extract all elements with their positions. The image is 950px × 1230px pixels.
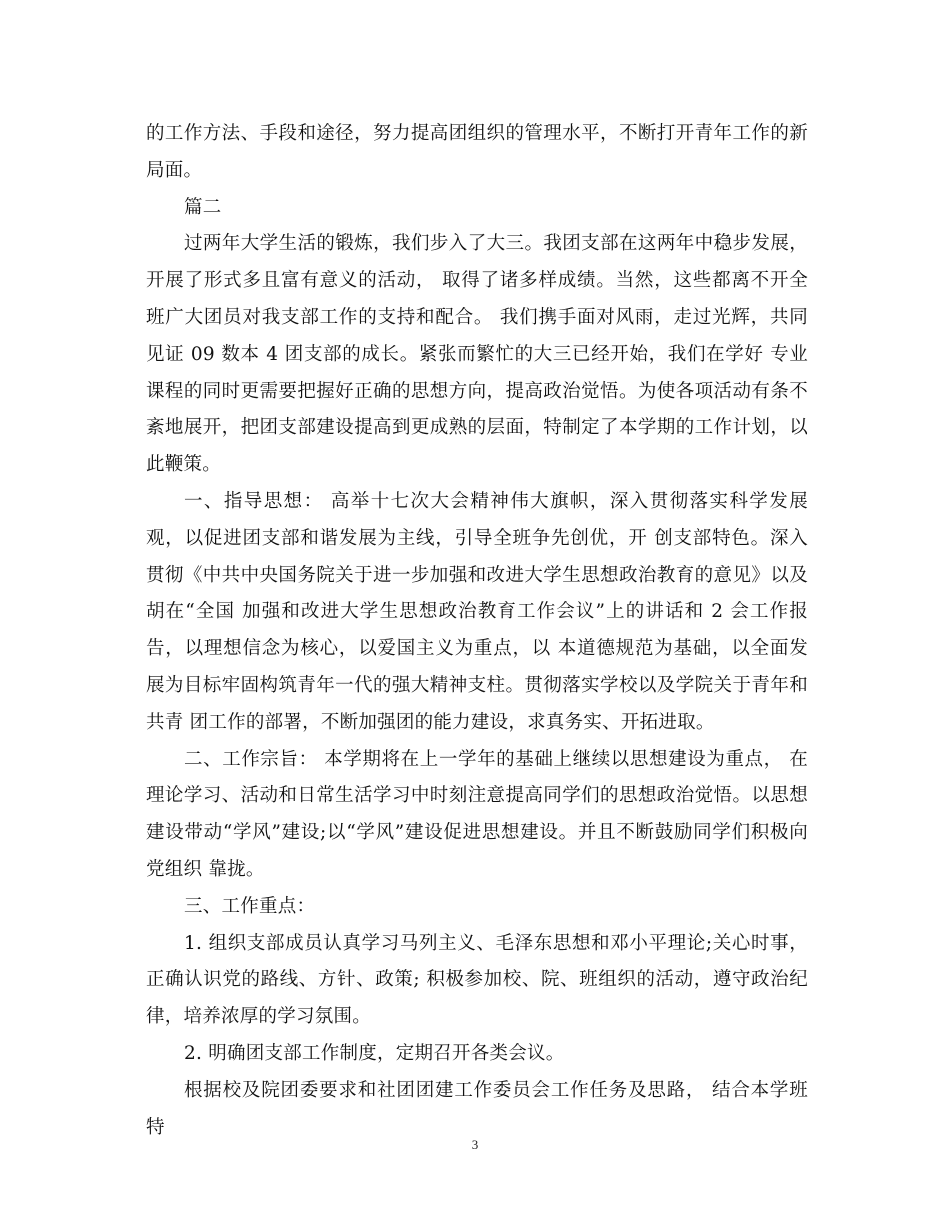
paragraph-work-purpose: 二、工作宗旨： 本学期将在上一学年的基础上继续以思想建设为重点， 在理论学习、活动和日常生活学习中时刻注意提高同学们的思想政治觉悟。以思想建设带动“学风”建设;以“学风”建设促进思想建设。并且不断鼓励同学们积极向党组织 靠拢。 xyxy=(146,748,808,880)
list-item-2: 2. 明确团支部工作制度，定期召开各类会议。 xyxy=(184,1042,565,1064)
paragraph-intro: 过两年大学生活的锻炼，我们步入了大三。我团支部在这两年中稳步发展，开展了形式多且富有意义的活动， 取得了诸多样成绩。当然，这些都离不开全班广大团员对我支部工作的支持和配合。 我们携手面对风雨，走过光辉，共同见证 09 数本 4 团支部的成长。紧张而繁忙的大三已经开始，我们在学好 专业课程的同时更需要把握好正确的思想方向，提高政治觉悟。为使各项活动有条不紊地展开，把团支部建设提高到更成熟的层面，特制定了本学期的工作计划，以此鞭策。 xyxy=(146,233,808,476)
paragraph-1: 的工作方法、手段和途径，努力提高团组织的管理水平，不断打开青年工作的新局面。 xyxy=(146,123,808,181)
list-item-1: 1. 组织支部成员认真学习马列主义、毛泽东思想和邓小平理论;关心时事，正确认识党的路线、方针、政策; 积极参加校、院、班组织的活动，遵守政治纪律，培养浓厚的学习氛围。 xyxy=(146,932,808,1028)
section-heading-part-two: 篇二 xyxy=(184,196,222,218)
document-body xyxy=(146,116,808,1146)
heading-work-focus: 三、工作重点： xyxy=(184,895,316,917)
paragraph-final: 根据校及院团委要求和社团团建工作委员会工作任务及思路， 结合本学班特 xyxy=(146,1079,808,1138)
page-number: 3 xyxy=(471,1137,479,1152)
paragraph-guiding-thought: 一、指导思想： 高举十七次大会精神伟大旗帜，深入贯彻落实科学发展观，以促进团支部和谐发展为主线，引导全班争先创优，开 创支部特色。深入贯彻《中共中央国务院关于进一步加强和改进大学生思想政治教育的意见》以及胡在“全国 加强和改进大学生思想政治教育工作会议”上的讲话和 2 会工作报告，以理想信念为核心，以爱国主义为重点，以 本道德规范为基础，以全面发展为目标牢固构筑青年一代的强大精神支柱。贯彻落实学校以及学院关于青年和共青 团工作的部署，不断加强团的能力建设，求真务实、开拓进取。 xyxy=(146,490,808,733)
